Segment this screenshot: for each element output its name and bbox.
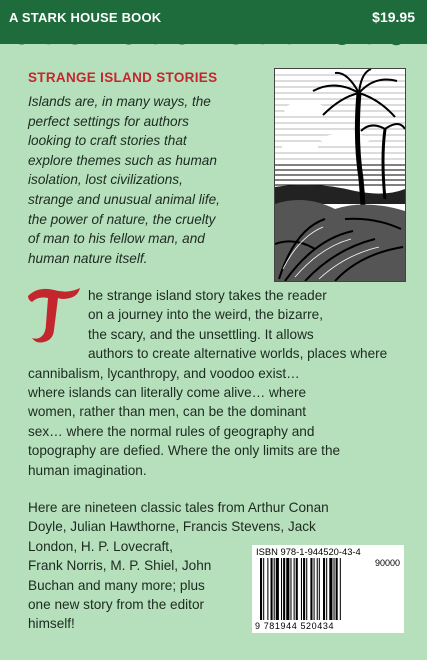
barcode-bar [260,558,262,620]
barcode-bars [260,558,370,620]
barcode-bar [334,558,335,620]
barcode-bar [263,558,264,620]
price-label: $19.95 [372,9,415,25]
body1-line: where islands can literally come alive… where [28,385,307,401]
island-illustration [274,68,406,282]
barcode-bar [319,558,320,620]
barcode-bar [271,558,273,620]
drop-cap-letter: T [24,284,25,285]
body2-line: Buchan and many more; plus [28,577,205,593]
barcode-bar [317,558,318,620]
barcode-bar [306,558,307,620]
body1-line: on a journey into the weird, the bizarre, [88,307,324,323]
barcode-bar [283,558,285,620]
barcode-bar [340,558,341,620]
intro-line: perfect settings for authors [28,113,189,129]
barcode-bar [290,558,291,620]
intro-line: of man to his fellow man, and [28,231,205,247]
isbn-barcode [252,545,404,633]
body1-line: women, rather than men, can be the dominant [28,404,307,420]
barcode-bar [296,558,298,620]
barcode-bar [329,558,332,620]
intro-line: looking to craft stories that [28,133,187,149]
intro-line: isolation, lost civilizations, [28,172,183,188]
body1-line: he strange island story takes the reader [88,288,327,303]
wavy-edge [0,30,427,52]
barcode-bar [281,558,282,620]
header-bar [0,0,427,44]
intro-line: explore themes such as human [28,152,217,168]
intro-paragraph [28,92,273,268]
barcode-bar [336,558,338,620]
body2-line: Doyle, Julian Hawthorne, Francis Stevens, Jack [28,519,316,535]
barcode-bar [276,558,279,620]
intro-line: the power of nature, the cruelty [28,211,216,227]
barcode-bar [267,558,268,620]
drop-cap [24,284,84,346]
book-title: STRANGE ISLAND STORIES [28,70,218,85]
barcode-bar [323,558,325,620]
body2-line: Here are nineteen classic tales from Arthur Conan [28,500,329,515]
body2-line: one new story from the editor [28,597,205,613]
publisher-label: A STARK HOUSE BOOK [9,10,162,25]
barcode-bar [274,558,275,620]
intro-line: strange and unusual animal life, [28,191,220,207]
body1-line: topography are defied. Where the only limits are the [28,443,341,459]
body2-line: Frank Norris, M. P. Shiel, John [28,558,212,574]
body-paragraph-1 [24,284,400,480]
palm-tree-illustration [275,69,405,281]
intro-line: Islands are, in many ways, the [28,94,211,109]
barcode-bar [301,558,302,620]
intro-line: human nature itself. [28,250,148,266]
barcode-bar [326,558,327,620]
body1-line: authors to create alternative worlds, places where [88,346,388,362]
body1-line: sex… where the normal rules of geography and [28,423,315,439]
price-code-text: 90000 [374,558,400,568]
body2-line: himself! [28,616,75,632]
body2-line: London, H. P. Lovecraft, [28,538,173,554]
body1-line: the scary, and the unsettling. It allows [88,326,314,342]
body1-line: cannibalism, lycanthropy, and voodoo exist… [28,365,300,381]
body1-line: human imagination. [28,462,147,478]
isbn-text: ISBN 978-1-944520-43-4 [256,546,361,557]
barcode-digits: 9 781944 520434 [255,621,335,631]
barcode-bar [303,558,305,620]
barcode-bar [286,558,289,620]
barcode-bar [310,558,312,620]
barcode-bar [314,558,315,620]
barcode-bar [294,558,295,620]
